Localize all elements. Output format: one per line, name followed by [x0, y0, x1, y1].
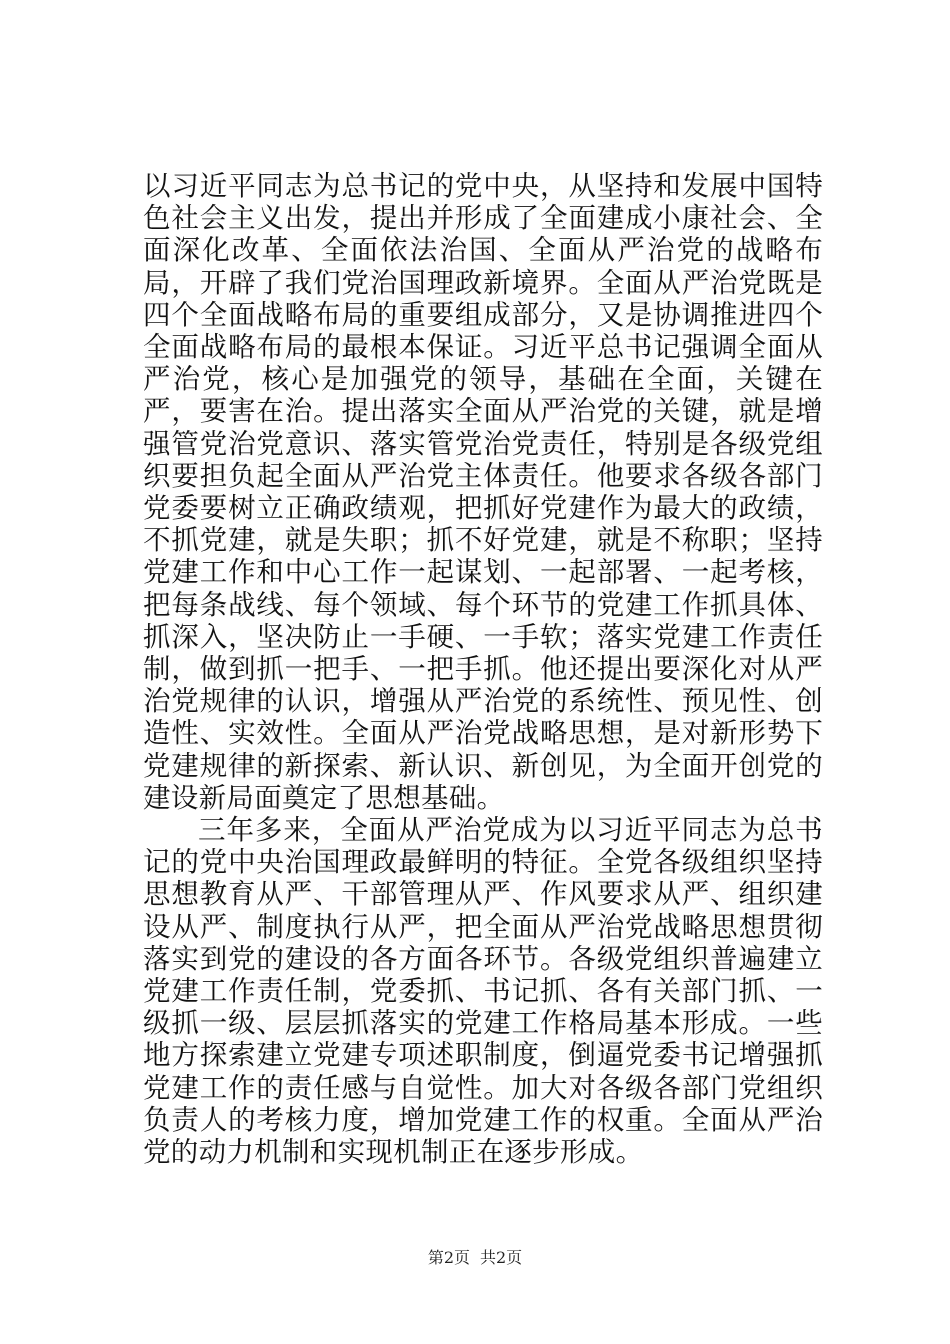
paragraph-1: 以习近平同志为总书记的党中央，从坚持和发展中国特色社会主义出发，提出并形成了全面建成小康社会、全面深化改革、全面依法治国、全面从严治党的战略布局，开辟了我们党治国理政新境界。全面从严治党既是四个全面战略布局的重要组成部分，又是协调推进四个全面战略布局的最根本保证。习近平总书记强调全面从严治党，核心是加强党的领导，基础在全面，关键在严，要害在治。提出落实全面从严治党的关键，就是增强管党治党意识、落实管党治党责任，特别是各级党组织要担负起全面从严治党主体责任。他要求各级各部门党委要树立正确政绩观，把抓好党建作为最大的政绩，不抓党建，就是失职；抓不好党建，就是不称职；坚持党建工作和中心工作一起谋划、一起部署、一起考核，把每条战线、每个领域、每个环节的党建工作抓具体、抓深入，坚决防止一手硬、一手软；落实党建工作责任制，做到抓一把手、一把手抓。他还提出要深化对从严治党规律的认识，增强从严治党的系统性、预见性、创造性、实效性。全面从严治党战略思想，是对新形势下党建规律的新探索、新认识、新创见，为全面开创党的建设新局面奠定了思想基础。: [143, 170, 823, 814]
page-number: 第2页: [427, 1248, 470, 1267]
document-body: [143, 170, 823, 1168]
page-total: 共2页: [480, 1248, 523, 1267]
paragraph-2: 三年多来，全面从严治党成为以习近平同志为总书记的党中央治国理政最鲜明的特征。全党各级组织坚持思想教育从严、干部管理从严、作风要求从严、组织建设从严、制度执行从严，把全面从严治党战略思想贯彻落实到党的建设的各方面各环节。各级党组织普遍建立党建工作责任制，党委抓、书记抓、各有关部门抓、一级抓一级、层层抓落实的党建工作格局基本形成。一些地方探索建立党建专项述职制度，倒逼党委书记增强抓党建工作的责任感与自觉性。加大对各级各部门党组织负责人的考核力度，增加党建工作的权重。全面从严治党的动力机制和实现机制正在逐步形成。: [143, 814, 823, 1169]
page-footer: [0, 1245, 950, 1268]
